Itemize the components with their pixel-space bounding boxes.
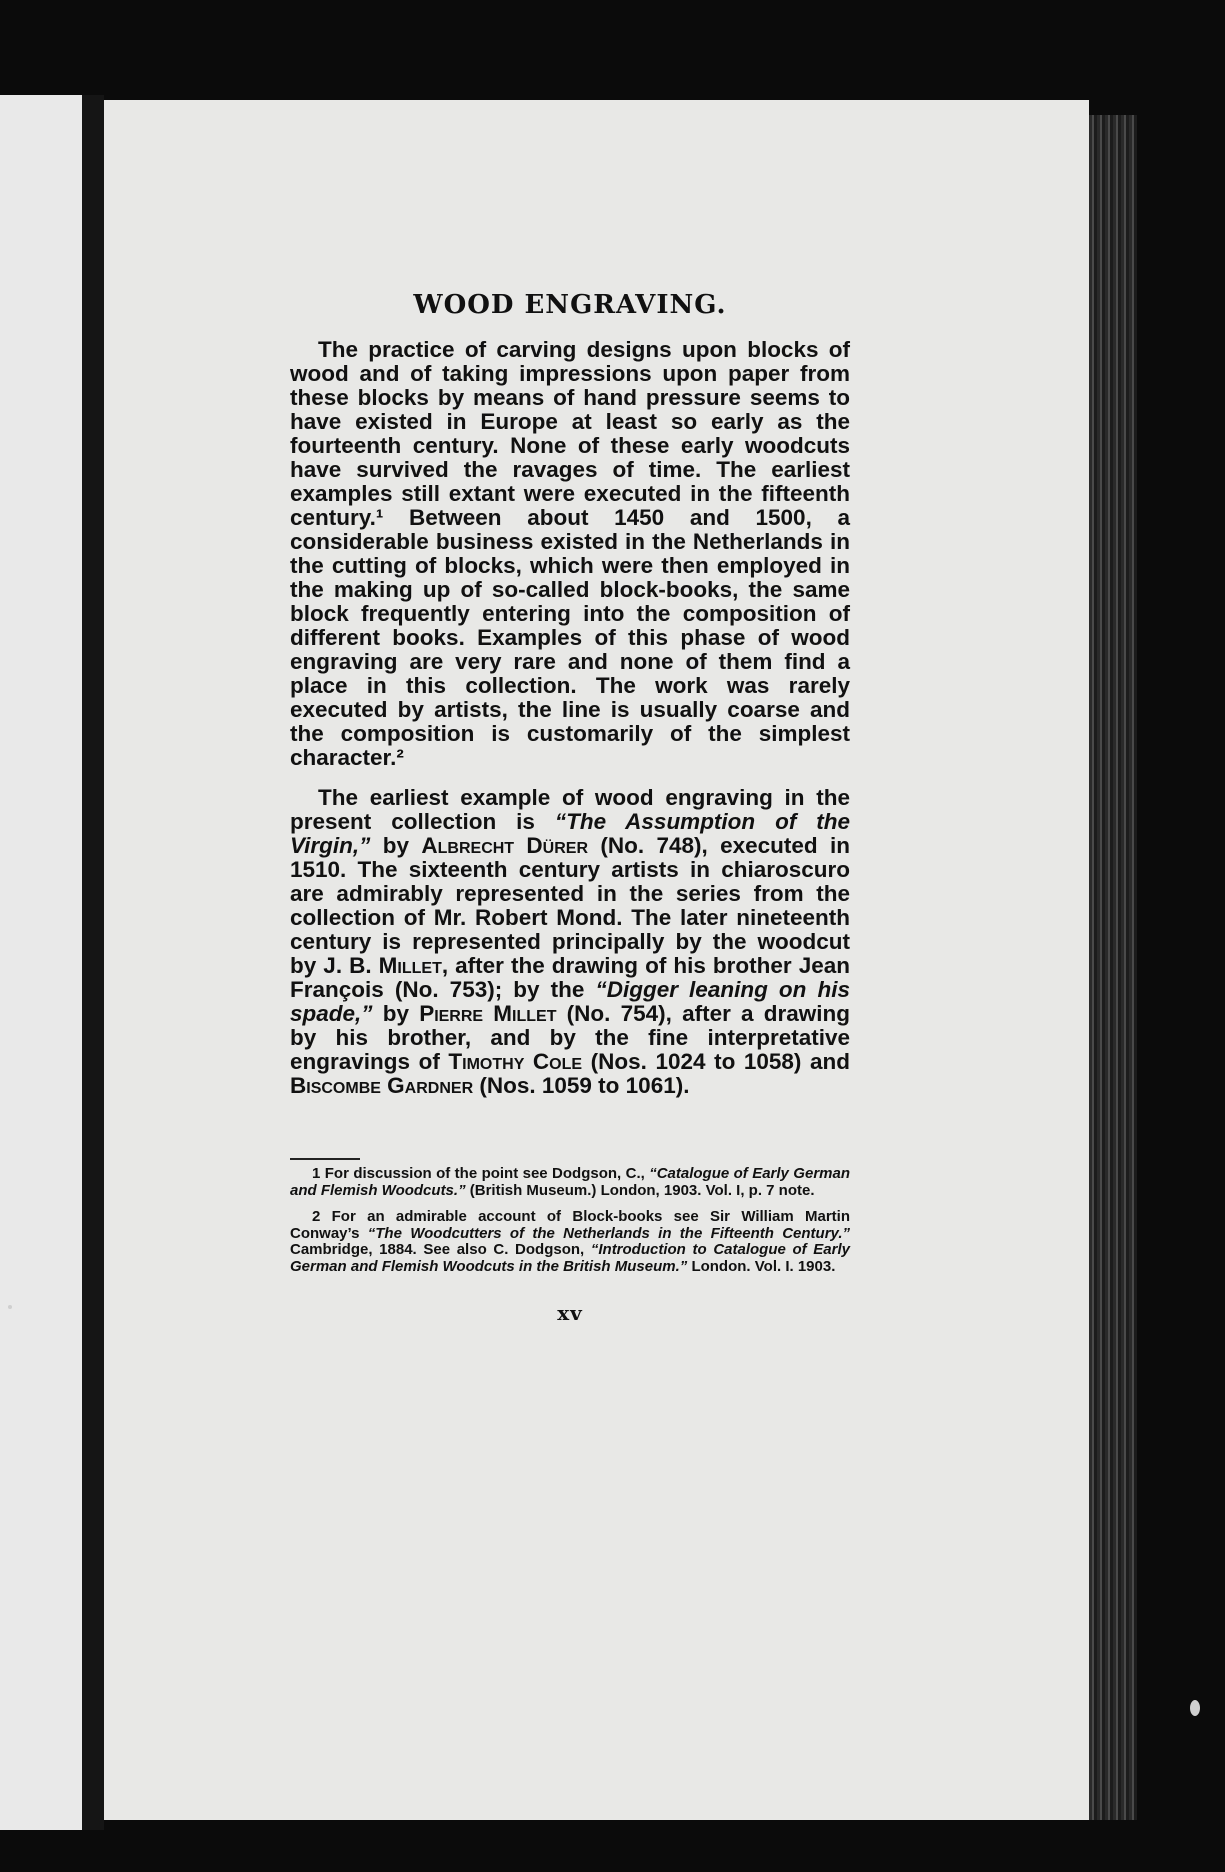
artist-name: Millet — [378, 953, 442, 978]
footnote-rule — [290, 1158, 360, 1160]
left-page-edge — [0, 95, 82, 1830]
dust-speck — [1190, 1700, 1200, 1716]
page-title: WOOD ENGRAVING. — [413, 290, 727, 320]
artist-name: Albrecht Dürer — [421, 833, 589, 858]
artist-name: Timothy Cole — [448, 1049, 583, 1074]
page-stack-edge — [1089, 115, 1137, 1820]
book-gutter — [82, 95, 104, 1830]
footnote-2: 2 For an admirable account of Block-books see Sir William Martin Conway’s “The Woodcutters of the Netherlands in the Fifteenth Century.” Cambridge, 1884. See also C. Dodgson, “Introduction to Catalogue of Early German and Flemish Woodcuts in the British Museum.” London. Vol. I. 1903. — [290, 1208, 850, 1275]
work-title: “The Woodcutters of the Netherlands in the Fifteenth Century.” — [367, 1224, 850, 1242]
work-title: “Introduction to Catalogue of Early German and Flemish Woodcuts in the British Museum.” — [290, 1241, 850, 1275]
artist-name: Pierre Millet — [419, 1001, 557, 1026]
body-paragraph-1: The practice of carving designs upon blocks of wood and of taking impressions upon paper from these blocks by means of hand pressure seems to have existed in Europe at least so early as the fourteenth century. None of these early woodcuts have survived the ravages of time. The earliest examples still extant were executed in the fifteenth century.¹ Between about 1450 and 1500, a considerable business existed in the Netherlands in the cutting of blocks, which were then employed in the making up of so-called block-books, the same block frequently entering into the composition of different books. Examples of this phase of wood engraving are very rare and none of them find a place in this collection. The work was rarely executed by artists, the line is usually coarse and the composition is customarily of the simplest character.² — [290, 337, 850, 770]
work-title: “The Assumption of the Virgin,” — [290, 809, 850, 858]
page-number: xv — [557, 1301, 583, 1325]
work-title: “Digger leaning on his spade,” — [290, 977, 850, 1026]
footnote-1: 1 For discussion of the point see Dodgson, C., “Catalogue of Early German and Flemish Woodcuts.” (British Museum.) London, 1903. Vol. I, p. 7 note. — [290, 1165, 850, 1199]
body-paragraph-2: The earliest example of wood engraving in the present collection is “The Assumption of the Virgin,” by Albrecht Dürer (No. 748), executed in 1510. The sixteenth century artists in chiaroscuro are admirably represented in the series from the collection of Mr. Robert Mond. The later nineteenth century is represented principally by the woodcut by J. B. Millet, after the drawing of his brother Jean François (No. 753); by the “Digger leaning on his spade,” by Pierre Millet (No. 754), after a drawing by his brother, and by the fine interpretative engravings of Timothy Cole (Nos. 1024 to 1058) and Biscombe Gardner (Nos. 1059 to 1061). — [290, 785, 850, 1098]
dust-speck — [8, 1305, 12, 1309]
work-title: “Catalogue of Early German and Flemish Woodcuts.” — [290, 1165, 850, 1199]
artist-name: Biscombe Gardner — [290, 1073, 474, 1098]
page-content — [290, 290, 850, 1325]
